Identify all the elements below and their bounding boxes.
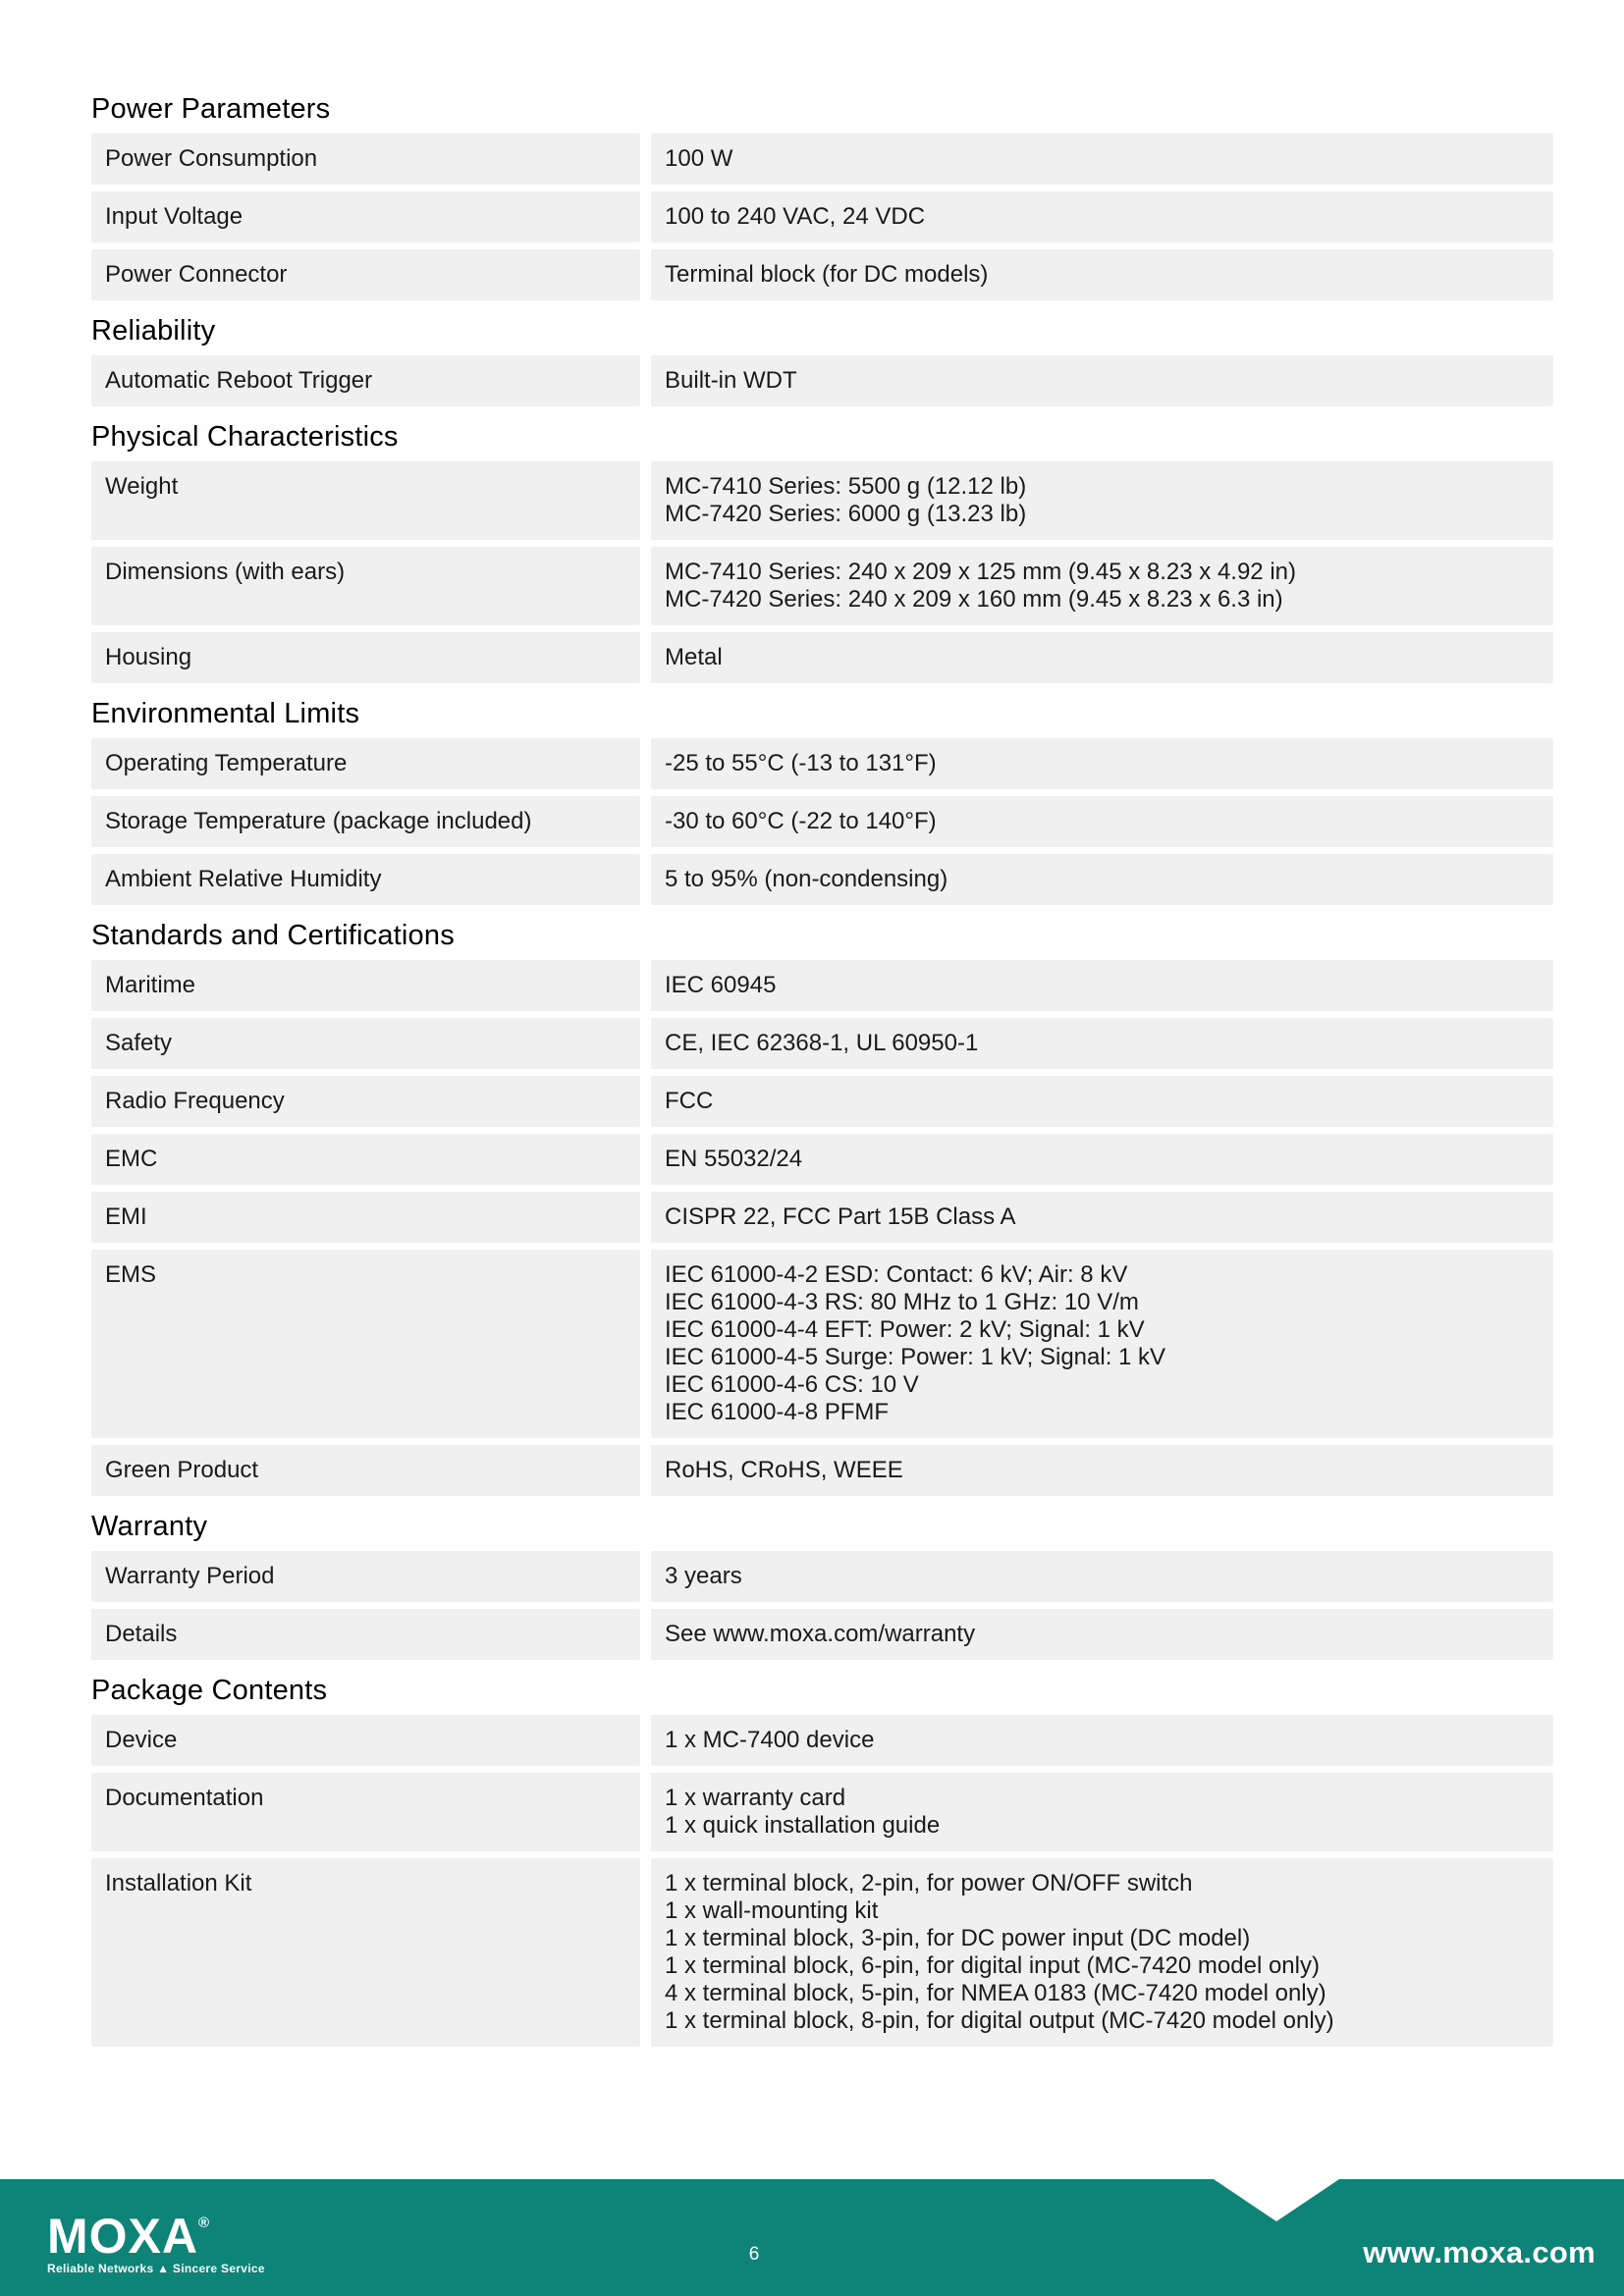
spec-row	[91, 738, 1553, 789]
spec-label-cell	[91, 191, 640, 242]
spec-value-line: 1 x quick installation guide	[665, 1812, 941, 1839]
section-title: Reliability	[91, 315, 216, 347]
spec-value-line: IEC 60945	[665, 972, 777, 998]
spec-value-line: Terminal block (for DC models)	[665, 261, 989, 288]
spec-value-line: FCC	[665, 1088, 714, 1114]
spec-value-line: CE, IEC 62368-1, UL 60950-1	[665, 1030, 979, 1056]
spec-value-cell	[651, 461, 1553, 540]
spec-value-line: -30 to 60°C (-22 to 140°F)	[665, 808, 937, 834]
spec-label-cell	[91, 1445, 640, 1496]
spec-value-line: 3 years	[665, 1563, 742, 1589]
spec-section	[91, 921, 1553, 1496]
spec-value-cell	[651, 133, 1553, 185]
spec-value-cell	[651, 1445, 1553, 1496]
spec-value-line: 100 to 240 VAC, 24 VDC	[665, 203, 926, 230]
spec-label: Housing	[105, 644, 192, 670]
spec-label-cell	[91, 547, 640, 625]
spec-label-cell	[91, 461, 640, 540]
spec-label: Weight	[105, 473, 179, 500]
spec-value-line: MC-7420 Series: 6000 g (13.23 lb)	[665, 501, 1027, 527]
spec-label: Documentation	[105, 1785, 264, 1811]
spec-label: EMS	[105, 1261, 157, 1288]
spec-value-line: 5 to 95% (non-condensing)	[665, 866, 948, 892]
spec-row	[91, 1609, 1553, 1660]
spec-label: Power Consumption	[105, 145, 318, 172]
spec-value-cell	[651, 960, 1553, 1011]
spec-value-line: CISPR 22, FCC Part 15B Class A	[665, 1203, 1016, 1230]
spec-label-cell	[91, 1858, 640, 2047]
spec-label-cell	[91, 632, 640, 683]
section-title: Package Contents	[91, 1675, 328, 1706]
spec-value-line: MC-7410 Series: 240 x 209 x 125 mm (9.45 x 8.23 x 4.92 in)	[665, 559, 1296, 585]
spec-value-line: 1 x terminal block, 6-pin, for digital input (MC-7420 model only)	[665, 1952, 1320, 1979]
spec-row	[91, 1192, 1553, 1243]
spec-value-cell	[651, 1018, 1553, 1069]
spec-row	[91, 1134, 1553, 1185]
spec-value-line: EN 55032/24	[665, 1146, 803, 1172]
spec-label-cell	[91, 1715, 640, 1766]
spec-value-line: IEC 61000-4-4 EFT: Power: 2 kV; Signal: 1 kV	[665, 1316, 1145, 1343]
spec-label: Input Voltage	[105, 203, 244, 230]
spec-section	[91, 422, 1553, 683]
spec-label: Radio Frequency	[105, 1088, 285, 1114]
ribbon-notch-icon	[1214, 2179, 1339, 2221]
spec-label-cell	[91, 249, 640, 300]
spec-row	[91, 796, 1553, 847]
spec-label-cell	[91, 1134, 640, 1185]
spec-label: Operating Temperature	[105, 750, 348, 776]
spec-label-cell	[91, 1250, 640, 1438]
spec-value-cell	[651, 355, 1553, 406]
spec-value-line: IEC 61000-4-8 PFMF	[665, 1399, 890, 1425]
spec-value-cell	[651, 738, 1553, 789]
spec-row	[91, 854, 1553, 905]
spec-label: Warranty Period	[105, 1563, 275, 1589]
spec-value-line: IEC 61000-4-2 ESD: Contact: 6 kV; Air: 8 kV	[665, 1261, 1128, 1288]
spec-section	[91, 699, 1553, 905]
spec-label-cell	[91, 1551, 640, 1602]
spec-label-cell	[91, 796, 640, 847]
brand-tagline: Reliable Networks ▲ Sincere Service	[47, 2262, 265, 2275]
brand-name: MOXA	[47, 2209, 198, 2264]
spec-value-line: Metal	[665, 644, 723, 670]
spec-value-cell	[651, 1192, 1553, 1243]
spec-row	[91, 355, 1553, 406]
spec-value-cell	[651, 1551, 1553, 1602]
moxa-logo	[47, 2203, 265, 2275]
spec-value-line: 1 x warranty card	[665, 1785, 846, 1811]
section-title: Physical Characteristics	[91, 421, 399, 453]
spec-value-line: RoHS, CRoHS, WEEE	[665, 1457, 903, 1483]
spec-value-line: 1 x terminal block, 2-pin, for power ON/OFF switch	[665, 1870, 1193, 1896]
section-title: Power Parameters	[91, 93, 331, 125]
spec-section	[91, 1512, 1553, 1660]
spec-label-cell	[91, 133, 640, 185]
spec-label-cell	[91, 960, 640, 1011]
registered-trademark-icon: ®	[198, 2215, 211, 2231]
spec-row	[91, 461, 1553, 540]
spec-value-cell	[651, 632, 1553, 683]
spec-label: Safety	[105, 1030, 173, 1056]
spec-label: EMC	[105, 1146, 158, 1172]
spec-value-cell	[651, 1250, 1553, 1438]
spec-value-line: 1 x MC-7400 device	[665, 1727, 875, 1753]
spec-value-cell	[651, 1609, 1553, 1660]
spec-value-cell	[651, 191, 1553, 242]
spec-value-line: IEC 61000-4-5 Surge: Power: 1 kV; Signal: 1 kV	[665, 1344, 1166, 1370]
spec-value-line: 1 x terminal block, 8-pin, for digital output (MC-7420 model only)	[665, 2007, 1334, 2034]
spec-row	[91, 1715, 1553, 1766]
spec-value-cell	[651, 1076, 1553, 1127]
spec-row	[91, 1018, 1553, 1069]
spec-value-line: Built-in WDT	[665, 367, 797, 394]
spec-label-cell	[91, 1018, 640, 1069]
spec-row	[91, 249, 1553, 300]
spec-row	[91, 191, 1553, 242]
spec-label-cell	[91, 1192, 640, 1243]
footer-bar	[0, 2179, 1624, 2296]
spec-label: Details	[105, 1621, 178, 1647]
spec-value-cell	[651, 1773, 1553, 1851]
spec-row	[91, 1445, 1553, 1496]
spec-value-line: MC-7420 Series: 240 x 209 x 160 mm (9.45 x 8.23 x 6.3 in)	[665, 586, 1283, 613]
spec-label: EMI	[105, 1203, 147, 1230]
spec-value-cell	[651, 249, 1553, 300]
spec-value-line: 1 x wall-mounting kit	[665, 1897, 879, 1924]
spec-label: Device	[105, 1727, 178, 1753]
spec-label: Dimensions (with ears)	[105, 559, 346, 585]
spec-value-line: MC-7410 Series: 5500 g (12.12 lb)	[665, 473, 1027, 500]
spec-value-cell	[651, 547, 1553, 625]
spec-label-cell	[91, 1609, 640, 1660]
spec-label-cell	[91, 854, 640, 905]
spec-row	[91, 632, 1553, 683]
spec-section	[91, 316, 1553, 406]
spec-value-line: IEC 61000-4-6 CS: 10 V	[665, 1371, 919, 1398]
spec-row	[91, 1773, 1553, 1851]
section-title: Warranty	[91, 1511, 208, 1542]
spec-row	[91, 960, 1553, 1011]
page-number: 6	[748, 2244, 760, 2265]
spec-row	[91, 1250, 1553, 1438]
spec-label-cell	[91, 738, 640, 789]
footer-website-link[interactable]: www.moxa.com	[1363, 2235, 1596, 2269]
spec-label-cell	[91, 355, 640, 406]
spec-sections	[91, 94, 1553, 2047]
spec-value-cell	[651, 1858, 1553, 2047]
spec-value-line: 100 W	[665, 145, 733, 172]
spec-row	[91, 133, 1553, 185]
spec-label: Maritime	[105, 972, 196, 998]
spec-section	[91, 1676, 1553, 2047]
section-title: Standards and Certifications	[91, 920, 455, 951]
brand-wordmark	[47, 2203, 265, 2264]
spec-row	[91, 1858, 1553, 2047]
section-title: Environmental Limits	[91, 698, 360, 729]
spec-value-cell	[651, 796, 1553, 847]
spec-value-line: -25 to 55°C (-13 to 131°F)	[665, 750, 937, 776]
spec-label-cell	[91, 1076, 640, 1127]
spec-label: Installation Kit	[105, 1870, 252, 1896]
spec-row	[91, 1551, 1553, 1602]
spec-label: Automatic Reboot Trigger	[105, 367, 373, 394]
spec-value-cell	[651, 1715, 1553, 1766]
spec-value-line: 1 x terminal block, 3-pin, for DC power input (DC model)	[665, 1925, 1251, 1951]
spec-value-line: 4 x terminal block, 5-pin, for NMEA 0183 (MC-7420 model only)	[665, 1980, 1326, 2006]
spec-row	[91, 1076, 1553, 1127]
spec-label: Ambient Relative Humidity	[105, 866, 382, 892]
spec-value-cell	[651, 854, 1553, 905]
spec-row	[91, 547, 1553, 625]
spec-label-cell	[91, 1773, 640, 1851]
spec-section	[91, 94, 1553, 300]
spec-value-cell	[651, 1134, 1553, 1185]
spec-label: Power Connector	[105, 261, 288, 288]
spec-value-line: See www.moxa.com/warranty	[665, 1621, 976, 1647]
spec-value-line: IEC 61000-4-3 RS: 80 MHz to 1 GHz: 10 V/m	[665, 1289, 1139, 1315]
spec-label: Storage Temperature (package included)	[105, 808, 532, 834]
spec-label: Green Product	[105, 1457, 259, 1483]
